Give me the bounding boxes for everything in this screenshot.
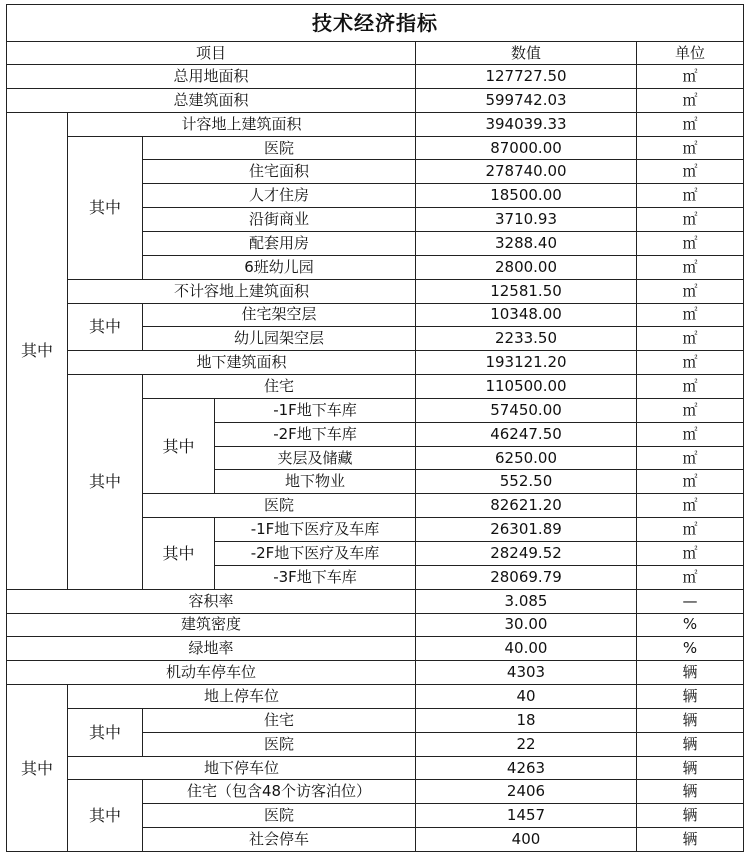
row-label: 住宅架空层 xyxy=(143,303,416,327)
table-row xyxy=(7,756,744,780)
row-label: 不计容地上建筑面积 xyxy=(68,279,416,303)
table-row xyxy=(7,351,744,375)
row-label: 总建筑面积 xyxy=(7,88,416,112)
row-value: 2233.50 xyxy=(416,327,637,351)
table-row xyxy=(7,112,744,136)
group-label-parking-under: 其中 xyxy=(68,780,143,852)
row-value: 18500.00 xyxy=(416,184,637,208)
row-value: 6250.00 xyxy=(416,446,637,470)
row-label: 夹层及储藏 xyxy=(215,446,416,470)
header-unit: 单位 xyxy=(637,42,744,65)
row-value: 87000.00 xyxy=(416,136,637,160)
row-value: 2406 xyxy=(416,780,637,804)
row-value: 28069.79 xyxy=(416,565,637,589)
header-row xyxy=(7,42,744,65)
title-row xyxy=(7,5,744,42)
row-unit: ㎡ xyxy=(637,88,744,112)
row-unit: ㎡ xyxy=(637,446,744,470)
row-unit: ㎡ xyxy=(637,160,744,184)
row-value: 46247.50 xyxy=(416,422,637,446)
row-value: 400 xyxy=(416,828,637,852)
row-label: 住宅 xyxy=(143,708,416,732)
row-value: 3288.40 xyxy=(416,232,637,256)
row-label: 医院 xyxy=(143,136,416,160)
row-label: 医院 xyxy=(143,804,416,828)
row-unit: 辆 xyxy=(637,732,744,756)
group-label-far-above: 其中 xyxy=(68,136,143,279)
row-label: 地上停车位 xyxy=(68,685,416,709)
row-value: 193121.20 xyxy=(416,351,637,375)
row-value: 127727.50 xyxy=(416,65,637,89)
row-unit: ㎡ xyxy=(637,136,744,160)
row-value: 40 xyxy=(416,685,637,709)
row-value: 3.085 xyxy=(416,589,637,613)
table-row xyxy=(7,88,744,112)
table-row xyxy=(7,375,744,399)
row-unit: 辆 xyxy=(637,708,744,732)
row-unit: % xyxy=(637,613,744,637)
row-label: -1F地下车库 xyxy=(215,398,416,422)
row-unit: 辆 xyxy=(637,756,744,780)
row-value: 3710.93 xyxy=(416,208,637,232)
row-unit: 辆 xyxy=(637,685,744,709)
row-unit: 辆 xyxy=(637,804,744,828)
row-unit: ㎡ xyxy=(637,565,744,589)
row-value: 30.00 xyxy=(416,613,637,637)
row-label: 容积率 xyxy=(7,589,416,613)
row-unit: ㎡ xyxy=(637,518,744,542)
row-value: 1457 xyxy=(416,804,637,828)
row-value: 4303 xyxy=(416,661,637,685)
row-label: 住宅 xyxy=(143,375,416,399)
row-label: 6班幼儿园 xyxy=(143,255,416,279)
row-label: -1F地下医疗及车库 xyxy=(215,518,416,542)
row-label: 人才住房 xyxy=(143,184,416,208)
row-value: 110500.00 xyxy=(416,375,637,399)
row-unit: ㎡ xyxy=(637,303,744,327)
table-row xyxy=(7,685,744,709)
row-label: 机动车停车位 xyxy=(7,661,416,685)
row-label: 住宅面积 xyxy=(143,160,416,184)
table-row xyxy=(7,708,744,732)
row-unit: ㎡ xyxy=(637,65,744,89)
table-row xyxy=(7,780,744,804)
table-row xyxy=(7,303,744,327)
row-label: 社会停车 xyxy=(143,828,416,852)
row-unit: % xyxy=(637,637,744,661)
group-label-parking-above: 其中 xyxy=(68,708,143,756)
row-label: -2F地下车库 xyxy=(215,422,416,446)
indicator-table xyxy=(6,4,743,852)
row-value: 278740.00 xyxy=(416,160,637,184)
row-value: 22 xyxy=(416,732,637,756)
row-unit: ㎡ xyxy=(637,351,744,375)
row-value: 4263 xyxy=(416,756,637,780)
row-label: 住宅（包含48个访客泊位） xyxy=(143,780,416,804)
row-unit: ㎡ xyxy=(637,541,744,565)
row-label: 配套用房 xyxy=(143,232,416,256)
row-unit: ㎡ xyxy=(637,398,744,422)
row-label: 幼儿园架空层 xyxy=(143,327,416,351)
table-row xyxy=(7,637,744,661)
row-value: 26301.89 xyxy=(416,518,637,542)
row-unit: ㎡ xyxy=(637,375,744,399)
table-row xyxy=(7,613,744,637)
row-value: 82621.20 xyxy=(416,494,637,518)
row-unit: ㎡ xyxy=(637,255,744,279)
header-value: 数值 xyxy=(416,42,637,65)
row-value: 10348.00 xyxy=(416,303,637,327)
row-label: 总用地面积 xyxy=(7,65,416,89)
group-label-underground: 其中 xyxy=(68,375,143,590)
row-unit: ㎡ xyxy=(637,112,744,136)
table-row xyxy=(7,136,744,160)
row-label: -2F地下医疗及车库 xyxy=(215,541,416,565)
row-value: 18 xyxy=(416,708,637,732)
row-label: 地下停车位 xyxy=(68,756,416,780)
row-value: 599742.03 xyxy=(416,88,637,112)
row-label: -3F地下车库 xyxy=(215,565,416,589)
row-unit: 辆 xyxy=(637,780,744,804)
row-label: 地下物业 xyxy=(215,470,416,494)
row-unit: ㎡ xyxy=(637,208,744,232)
row-label: 计容地上建筑面积 xyxy=(68,112,416,136)
header-item: 项目 xyxy=(7,42,416,65)
group-label-area: 其中 xyxy=(7,112,68,589)
group-label-ug-hospital: 其中 xyxy=(143,518,215,590)
row-unit: ㎡ xyxy=(637,494,744,518)
row-label: 沿街商业 xyxy=(143,208,416,232)
row-label: 地下建筑面积 xyxy=(68,351,416,375)
row-unit: 辆 xyxy=(637,661,744,685)
group-label-parking: 其中 xyxy=(7,685,68,852)
row-unit: ㎡ xyxy=(637,184,744,208)
row-unit: ㎡ xyxy=(637,422,744,446)
row-value: 40.00 xyxy=(416,637,637,661)
row-label: 建筑密度 xyxy=(7,613,416,637)
table-row xyxy=(7,589,744,613)
group-label-nonfar: 其中 xyxy=(68,303,143,351)
row-unit: — xyxy=(637,589,744,613)
table-row xyxy=(7,279,744,303)
row-label: 医院 xyxy=(143,494,416,518)
table-row xyxy=(7,65,744,89)
group-label-ug-residential: 其中 xyxy=(143,398,215,493)
row-unit: ㎡ xyxy=(637,327,744,351)
row-value: 552.50 xyxy=(416,470,637,494)
row-value: 57450.00 xyxy=(416,398,637,422)
row-value: 2800.00 xyxy=(416,255,637,279)
row-unit: ㎡ xyxy=(637,279,744,303)
row-value: 394039.33 xyxy=(416,112,637,136)
row-unit: ㎡ xyxy=(637,470,744,494)
row-label: 医院 xyxy=(143,732,416,756)
table-row xyxy=(7,661,744,685)
row-unit: ㎡ xyxy=(637,232,744,256)
table-title: 技术经济指标 xyxy=(7,5,744,42)
row-unit: 辆 xyxy=(637,828,744,852)
row-value: 28249.52 xyxy=(416,541,637,565)
row-value: 12581.50 xyxy=(416,279,637,303)
row-label: 绿地率 xyxy=(7,637,416,661)
